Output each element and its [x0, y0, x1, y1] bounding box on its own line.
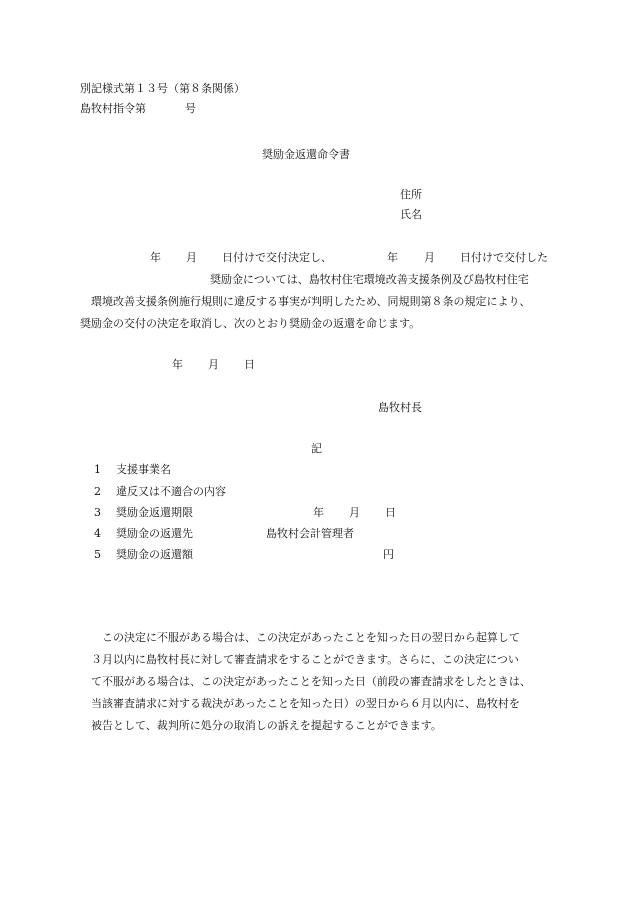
item-number: 5 — [94, 548, 101, 561]
decided-day-text: 日付けで交付決定し、 — [222, 251, 332, 264]
deadline-year: 年 — [313, 506, 324, 519]
item-number: 1 — [94, 463, 101, 476]
deadline-month: 月 — [349, 506, 360, 519]
ki-heading: 記 — [311, 442, 322, 455]
issuer: 島牧村長 — [378, 401, 422, 414]
issue-month: 月 — [208, 358, 219, 371]
body-line-2: 奨励金については、島牧村住宅環境改善支援条例及び島牧村住宅 — [210, 273, 529, 286]
designation-suffix: 号 — [185, 102, 196, 115]
amount-unit: 円 — [383, 548, 394, 561]
item-number: 3 — [94, 506, 101, 519]
name-label: 氏名 — [400, 208, 422, 221]
issue-day: 日 — [244, 358, 255, 371]
item-label: 奨励金返還期限 — [116, 506, 193, 519]
form-number: 別記様式第１３号（第８条関係） — [80, 82, 245, 95]
item-label: 奨励金の返還先 — [116, 527, 193, 540]
notice-line: ３月以内に島牧村長に対して審査請求をすることができます。さらに、この決定につい — [91, 653, 519, 666]
granted-year: 年 — [387, 251, 398, 264]
notice-line: 当該審査請求に対する裁決があったことを知った日）の翌日から６月以内に、島牧村を — [91, 697, 520, 710]
address-label: 住所 — [400, 188, 422, 201]
body-line-4: 奨励金の交付の決定を取消し、次のとおり奨励金の返還を命じます。 — [80, 317, 421, 330]
notice-line: この決定に不服がある場合は、この決定があったことを知った日の翌日から起算して — [102, 631, 520, 644]
item-label: 奨励金の返還額 — [116, 548, 193, 561]
document-title: 奨励金返還命令書 — [262, 148, 350, 161]
item-label: 違反又は不適合の内容 — [116, 485, 226, 498]
item-number: 2 — [94, 485, 101, 498]
notice-line: 被告として、裁判所に処分の取消しの訴えを提起することができます。 — [91, 719, 442, 732]
deadline-day: 日 — [385, 506, 396, 519]
granted-month: 月 — [424, 251, 435, 264]
body-line-3: 環境改善支援条例施行規則に違反する事実が判明したため、同規則第８条の規定により、 — [91, 295, 531, 308]
decided-month: 月 — [186, 251, 197, 264]
notice-line: て不服がある場合は、この決定があったことを知った日（前段の審査請求をしたときは、 — [91, 675, 531, 688]
issue-year: 年 — [172, 358, 183, 371]
decided-year: 年 — [150, 251, 161, 264]
item-label: 支援事業名 — [116, 463, 171, 476]
designation-prefix: 島牧村指令第 — [80, 102, 146, 115]
item-number: 4 — [94, 527, 101, 540]
granted-day-text: 日付けで交付した — [460, 251, 548, 264]
return-destination: 島牧村会計管理者 — [266, 527, 354, 540]
